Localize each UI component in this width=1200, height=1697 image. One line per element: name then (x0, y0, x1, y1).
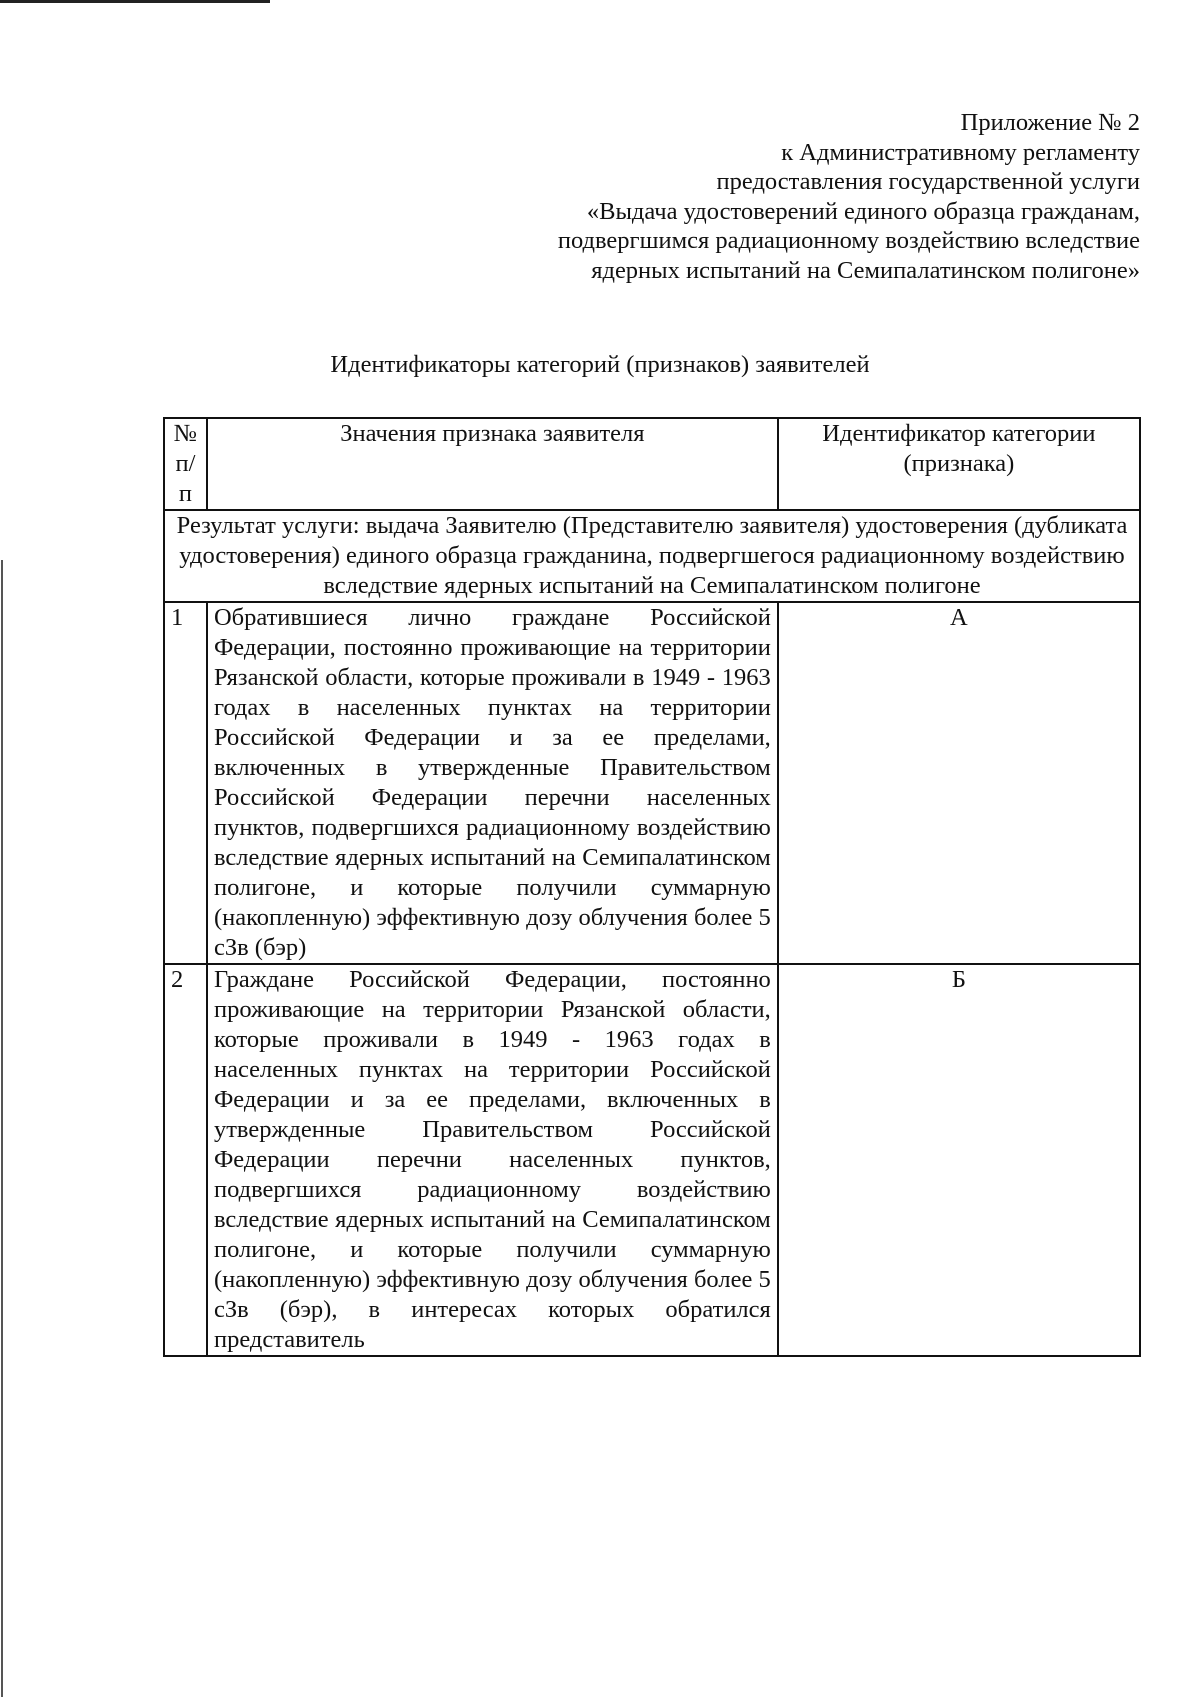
appendix-line: ядерных испытаний на Семипалатинском полигоне» (591, 256, 1140, 284)
row-value: Граждане Российской Федерации, постоянно проживающие на территории Рязанской области, которые проживали в 1949 - 1963 годах в населенных пунктах на территории Российской Федерации и за ее пределами, включенных в утвержденные Правительством Российской Федерации перечни населенных пунктов, подвергшихся радиационному воздействию вследствие ядерных испытаний на Семипалатинском полигоне, и которые получили суммарную (накопленную) эффективную дозу облучения более 5 сЗв (бэр), в интересах которых обратился представитель (207, 964, 778, 1356)
result-cell: Результат услуги: выдача Заявителю (Представителю заявителя) удостоверения (дубликата удостоверения) единого образца гражданина, подвергшегося радиационному воздействию вследствие ядерных испытаний на Семипалатинском полигоне (164, 510, 1140, 602)
appendix-header (558, 108, 1140, 285)
row-num: 2 (164, 964, 207, 1356)
row-value: Обратившиеся лично граждане Российской Федерации, постоянно проживающие на территории Рязанской области, которые проживали в 1949 - 1963 годах в населенных пунктах на территории Российской Федерации и за ее пределами, включенных в утвержденные Правительством Российской Федерации перечни населенных пунктов, подвергшихся радиационному воздействию вследствие ядерных испытаний на Семипалатинском полигоне, и которые получили суммарную (накопленную) эффективную дозу облучения более 5 сЗв (бэр) (207, 602, 778, 964)
header-num: № п/п (164, 418, 207, 510)
table-header-row (164, 418, 1140, 510)
scan-edge-top (0, 0, 270, 3)
table-row (164, 964, 1140, 1356)
appendix-line: предоставления государственной услуги (716, 168, 1140, 195)
header-value: Значения признака заявителя (207, 418, 778, 510)
identifiers-table (163, 417, 1141, 1357)
result-row (164, 510, 1140, 602)
table-row (164, 602, 1140, 964)
appendix-line: подвергшимся радиационному воздействию вследствие (557, 227, 1140, 254)
row-id: А (778, 602, 1140, 964)
document-title: Идентификаторы категорий (признаков) заявителей (330, 351, 870, 378)
scan-edge-left (1, 560, 3, 1697)
header-id: Идентификатор категории (признака) (778, 418, 1140, 510)
row-num: 1 (164, 602, 207, 964)
appendix-line: к Административному регламенту (781, 138, 1140, 166)
row-id: Б (778, 964, 1140, 1356)
appendix-line: Приложение № 2 (960, 109, 1140, 136)
appendix-line: «Выдача удостоверений единого образца гражданам, (586, 197, 1140, 225)
